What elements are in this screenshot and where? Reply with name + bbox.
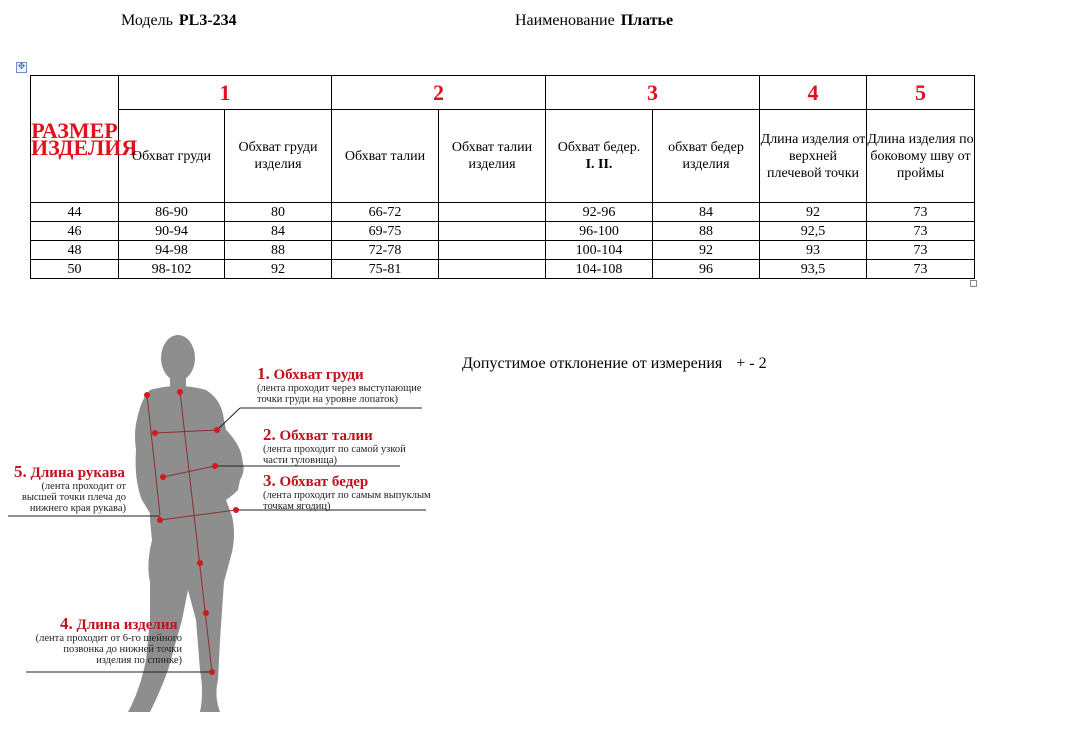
table-cell: [439, 222, 546, 241]
col-hips: [546, 110, 653, 203]
table-cell: 73: [867, 222, 975, 241]
group-1: 1: [119, 76, 332, 110]
table-cell: 73: [867, 241, 975, 260]
measure-4-note: (лента проходит от 6-го шейного позвонка до нижней точки изделия по спинке): [35, 633, 182, 666]
table-resize-handle[interactable]: [970, 280, 977, 287]
table-cell: 92,5: [760, 222, 867, 241]
size-cell: 50: [31, 260, 119, 279]
group-row: [31, 76, 975, 110]
model-value: PL3-234: [178, 12, 237, 29]
measure-2-title: 2. Обхват талии: [263, 425, 373, 444]
table-row: [31, 260, 975, 279]
table-cell: 84: [653, 203, 760, 222]
table-cell: 94-98: [119, 241, 225, 260]
name-header: [515, 12, 673, 30]
column-label-row: [31, 110, 975, 203]
table-cell: 96-100: [546, 222, 653, 241]
table-cell: 93: [760, 241, 867, 260]
name-value: Платье: [620, 12, 674, 29]
table-cell: 75-81: [332, 260, 439, 279]
table-cell: 100-104: [546, 241, 653, 260]
measure-5-title: 5. Длина рукава: [14, 462, 125, 481]
table-cell: 66-72: [332, 203, 439, 222]
col-waist: Обхват талии: [332, 110, 439, 203]
size-header: РАЗМЕР ИЗДЕЛИЯ: [31, 76, 119, 203]
table-cell: 84: [225, 222, 332, 241]
group-5: 5: [867, 76, 975, 110]
table-cell: 86-90: [119, 203, 225, 222]
measure-1-note: (лента проходит через выступающие точки груди на уровне лопаток): [257, 383, 422, 405]
model-label: Модель: [121, 12, 173, 29]
table-cell: 88: [225, 241, 332, 260]
measure-4-title: 4. Длина изделия: [60, 614, 178, 633]
table-cell: [439, 241, 546, 260]
table-cell: 93,5: [760, 260, 867, 279]
measure-5-note: (лента проходит от высшей точки плеча до нижнего края рукава): [21, 481, 126, 514]
col-garment-waist: Обхват талии изделия: [439, 110, 546, 203]
col-length-side: Длина изделия по боковому шву от проймы: [867, 110, 975, 203]
measure-2-note: (лента проходит по самой узкой части туловища): [263, 444, 406, 466]
measure-3-note: (лента проходит по самым выпуклым точкам ягодиц): [263, 490, 431, 512]
size-cell: 46: [31, 222, 119, 241]
table-cell: [439, 260, 546, 279]
name-label: Наименование: [515, 12, 615, 29]
table-cell: 73: [867, 260, 975, 279]
table-cell: 73: [867, 203, 975, 222]
table-cell: 69-75: [332, 222, 439, 241]
table-row: [31, 203, 975, 222]
table-row: [31, 222, 975, 241]
size-cell: 48: [31, 241, 119, 260]
col-length-shoulder: Длина изделия от верхней плечевой точки: [760, 110, 867, 203]
table-cell: 96: [653, 260, 760, 279]
measure-1-title: 1. Обхват груди: [257, 364, 364, 383]
table-cell: 88: [653, 222, 760, 241]
measure-3-title: 3. Обхват бедер: [263, 471, 369, 490]
tolerance-label: Допустимое отклонение от измерения: [462, 355, 723, 372]
tolerance-note: [462, 355, 767, 373]
group-4: 4: [760, 76, 867, 110]
size-cell: 44: [31, 203, 119, 222]
table-cell: 92: [760, 203, 867, 222]
col-garment-hips: обхват бедер изделия: [653, 110, 760, 203]
group-3: 3: [546, 76, 760, 110]
table-cell: 104-108: [546, 260, 653, 279]
col-chest: Обхват груди: [119, 110, 225, 203]
col-garment-chest: Обхват груди изделия: [225, 110, 332, 203]
col-hips-label: Обхват бедер.: [557, 140, 641, 155]
model-header: [121, 12, 237, 30]
table-move-handle-icon[interactable]: ✥: [17, 62, 26, 72]
table-cell: 92-96: [546, 203, 653, 222]
size-table: [30, 75, 975, 279]
table-cell: 98-102: [119, 260, 225, 279]
group-2: 2: [332, 76, 546, 110]
col-hips-sub: I. II.: [585, 157, 613, 172]
table-cell: 72-78: [332, 241, 439, 260]
table-cell: [439, 203, 546, 222]
table-row: [31, 241, 975, 260]
table-cell: 80: [225, 203, 332, 222]
table-cell: 90-94: [119, 222, 225, 241]
table-cell: 92: [653, 241, 760, 260]
table-cell: 92: [225, 260, 332, 279]
tolerance-value: + - 2: [736, 355, 767, 372]
